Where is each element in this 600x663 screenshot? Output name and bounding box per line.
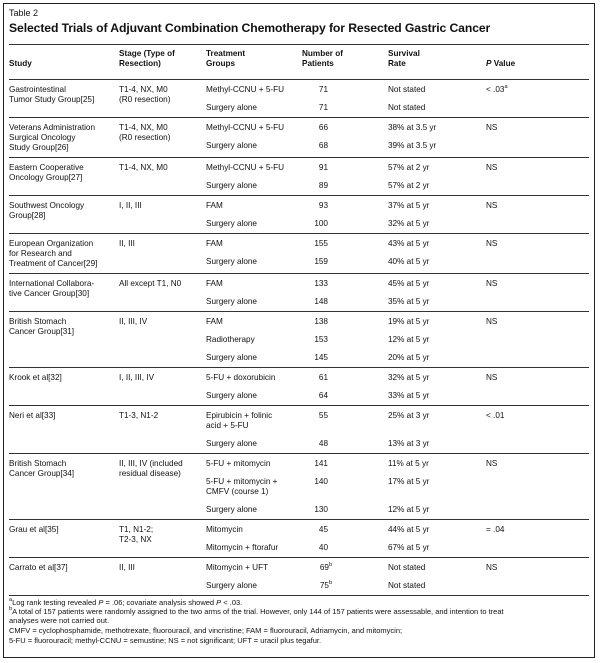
table-label: Table 2 [9,8,39,18]
patient-count: 155 [314,239,328,248]
table-title: Selected Trials of Adjuvant Combination Chemotherapy for Resected Gastric Cancer [9,21,491,35]
patient-count: 148 [314,297,328,306]
treatment-group: FAM [206,317,223,326]
treatment-group: Methyl-CCNU + 5-FU [206,123,285,132]
header-stage: Stage (Type of Resection) [119,49,175,68]
footnote-a: $^a$Log rank testing revealed P = .06; covariate analysis showed P < .03. [9,597,243,607]
stage-text: II, III, IV (included [119,459,183,468]
study-name: Study Group[26] [9,143,69,152]
stage-text: T1-4, NX, M0 [119,85,168,94]
treatment-group: FAM [206,239,223,248]
survival-rate: 12% at 5 yr [388,335,430,344]
treatment-group: Surgery alone [206,219,257,228]
study-name: Cancer Group[31] [9,327,75,336]
study-name: for Research and [9,249,72,258]
treatment-group: Surgery alone [206,141,257,150]
treatment-group: Surgery alone [206,505,257,514]
patient-count: 100 [314,219,328,228]
treatment-group: 5-FU + mitomycin [206,459,271,468]
treatment-group: Mitomycin [206,525,243,534]
survival-rate: 19% at 5 yr [388,317,430,326]
stage-text: I, II, III, IV [119,373,155,382]
patient-count: 48 [318,439,328,448]
row-divider [9,117,589,118]
survival-rate: 40% at 5 yr [388,257,430,266]
patient-count: 55 [318,411,328,420]
stage-text: II, III [119,239,135,248]
patient-count: 133 [314,279,328,288]
survival-rate: Not stated [388,85,426,94]
study-name: Eastern Cooperative [9,163,84,172]
treatment-group: FAM [206,279,223,288]
treatment-group: Surgery alone [206,391,257,400]
header-treatment: Treatment Groups [206,49,246,68]
stage-text: T1-4, NX, M0 [119,163,168,172]
p-value: NS [486,459,498,468]
study-name: British Stomach [9,317,67,326]
patient-count: 71 [318,103,328,112]
footnote-b-cont: analyses were not carried out. [9,616,110,625]
study-name: Tumor Study Group[25] [9,95,95,104]
survival-rate: 38% at 3.5 yr [388,123,437,132]
patient-count: 75$^b$ [319,580,332,590]
survival-rate: 12% at 5 yr [388,505,430,514]
title-rule [9,44,589,45]
header-study: Study [9,59,32,68]
treatment-group: Surgery alone [206,439,257,448]
treatment-group: 5-FU + doxorubicin [206,373,276,382]
survival-rate: Not stated [388,103,426,112]
row-divider [9,157,589,158]
row-divider [9,195,589,196]
patient-count: 153 [314,335,328,344]
stage-text: (R0 resection) [119,95,171,104]
row-divider [9,367,589,368]
p-value: NS [486,163,498,172]
header-survival: Survival Rate [388,49,420,68]
patient-count: 140 [314,477,328,486]
header-rule [9,79,589,80]
footnote-abbrev-1: CMFV = cyclophosphamide, methotrexate, fluorouracil, and vincristine; FAM = fluorouracil, Adriamycin, and mitomycin; [9,626,403,635]
p-value: < .03$^a$ [486,84,508,94]
row-divider [9,519,589,520]
row-divider [9,311,589,312]
p-value: NS [486,563,498,572]
treatment-group: Methyl-CCNU + 5-FU [206,85,285,94]
study-name: Surgical Oncology [9,133,76,142]
study-name: Gastrointestinal [9,85,66,94]
treatment-group: Surgery alone [206,181,257,190]
treatment-group: acid + 5-FU [206,421,249,430]
survival-rate: 17% at 5 yr [388,477,430,486]
patient-count: 68 [318,141,328,150]
survival-rate: 57% at 2 yr [388,163,430,172]
treatment-group: Mitomycin + UFT [206,563,269,572]
study-name: Grau et al[35] [9,525,59,534]
stage-text: T2-3, NX [119,535,152,544]
patient-count: 89 [318,181,328,190]
treatment-group: Mitomycin + ftorafur [206,543,279,552]
footnote-abbrev-2: 5-FU = fluorouracil; methyl-CCNU = semustine; NS = not significant; UFT = uracil plus tegafur. [9,636,322,645]
treatment-group: Methyl-CCNU + 5-FU [206,163,285,172]
patient-count: 145 [314,353,328,362]
footnote-b: $^b$A total of 157 patients were randomly assigned to the two arms of the trial. However, only 144 of 157 patients were assessable, and intention to treat [9,606,504,616]
row-divider [9,453,589,454]
patient-count: 93 [318,201,328,210]
survival-rate: 45% at 5 yr [388,279,430,288]
patient-count: 130 [314,505,328,514]
patient-count: 40 [318,543,328,552]
study-name: European Organization [9,239,94,248]
study-name: Neri et al[33] [9,411,56,420]
survival-rate: Not stated [388,563,426,572]
study-name: Treatment of Cancer[29] [9,259,98,268]
patient-count: 45 [318,525,328,534]
treatment-group: Surgery alone [206,103,257,112]
patient-count: 64 [318,391,328,400]
survival-rate: 43% at 5 yr [388,239,430,248]
patient-count: 138 [314,317,328,326]
stage-text: I, II, III [119,201,142,210]
p-value: NS [486,123,498,132]
patient-count: 69$^b$ [319,562,332,572]
survival-rate: 25% at 3 yr [388,411,430,420]
stage-text: residual disease) [119,469,181,478]
stage-text: (R0 resection) [119,133,171,142]
treatment-group: Surgery alone [206,353,257,362]
treatment-group: CMFV (course 1) [206,487,269,496]
study-name: British Stomach [9,459,67,468]
study-name: tive Cancer Group[30] [9,289,90,298]
patient-count: 159 [314,257,328,266]
p-value: NS [486,279,498,288]
p-value: NS [486,239,498,248]
row-divider [9,405,589,406]
treatment-group: Radiotherapy [206,335,255,344]
p-value: NS [486,201,498,210]
survival-rate: 13% at 3 yr [388,439,430,448]
study-name: Cancer Group[34] [9,469,75,478]
treatment-group: Surgery alone [206,581,257,590]
treatment-group: 5-FU + mitomycin + [206,477,278,486]
header-patients: Number of Patients [302,49,343,68]
stage-text: All except T1, N0 [119,279,182,288]
stage-text: T1-4, NX, M0 [119,123,168,132]
survival-rate: 37% at 5 yr [388,201,430,210]
stage-text: II, III [119,563,135,572]
survival-rate: 11% at 5 yr [388,459,429,468]
patient-count: 71 [318,85,328,94]
study-name: Krook et al[32] [9,373,62,382]
row-divider [9,557,589,558]
row-divider [9,273,589,274]
patient-count: 66 [318,123,328,132]
treatment-group: FAM [206,201,223,210]
p-value: = .04 [486,525,505,534]
patient-count: 61 [318,373,328,382]
survival-rate: 44% at 5 yr [388,525,430,534]
patient-count: 91 [318,163,328,172]
treatment-group: Surgery alone [206,257,257,266]
p-value: < .01 [486,411,505,420]
study-name: Carrato et al[37] [9,563,68,572]
study-name: Veterans Administration [9,123,96,132]
patient-count: 141 [314,459,328,468]
survival-rate: 39% at 3.5 yr [388,141,437,150]
survival-rate: 67% at 5 yr [388,543,430,552]
row-divider [9,233,589,234]
study-name: International Collabora- [9,279,95,288]
stage-text: T1, N1-2; [119,525,154,534]
survival-rate: 35% at 5 yr [388,297,430,306]
p-value: NS [486,317,498,326]
survival-rate: Not stated [388,581,426,590]
row-divider [9,595,589,596]
survival-rate: 57% at 2 yr [388,181,430,190]
stage-text: T1-3, N1-2 [119,411,159,420]
study-name: Southwest Oncology [9,201,85,210]
survival-rate: 33% at 5 yr [388,391,430,400]
survival-rate: 20% at 5 yr [388,353,430,362]
survival-rate: 32% at 5 yr [388,373,430,382]
study-name: Oncology Group[27] [9,173,83,182]
treatment-group: Epirubicin + folinic [206,411,273,420]
header-p-value: P Value [486,59,516,68]
study-name: Group[28] [9,211,46,220]
stage-text: II, III, IV [119,317,148,326]
treatment-group: Surgery alone [206,297,257,306]
p-value: NS [486,373,498,382]
survival-rate: 32% at 5 yr [388,219,430,228]
